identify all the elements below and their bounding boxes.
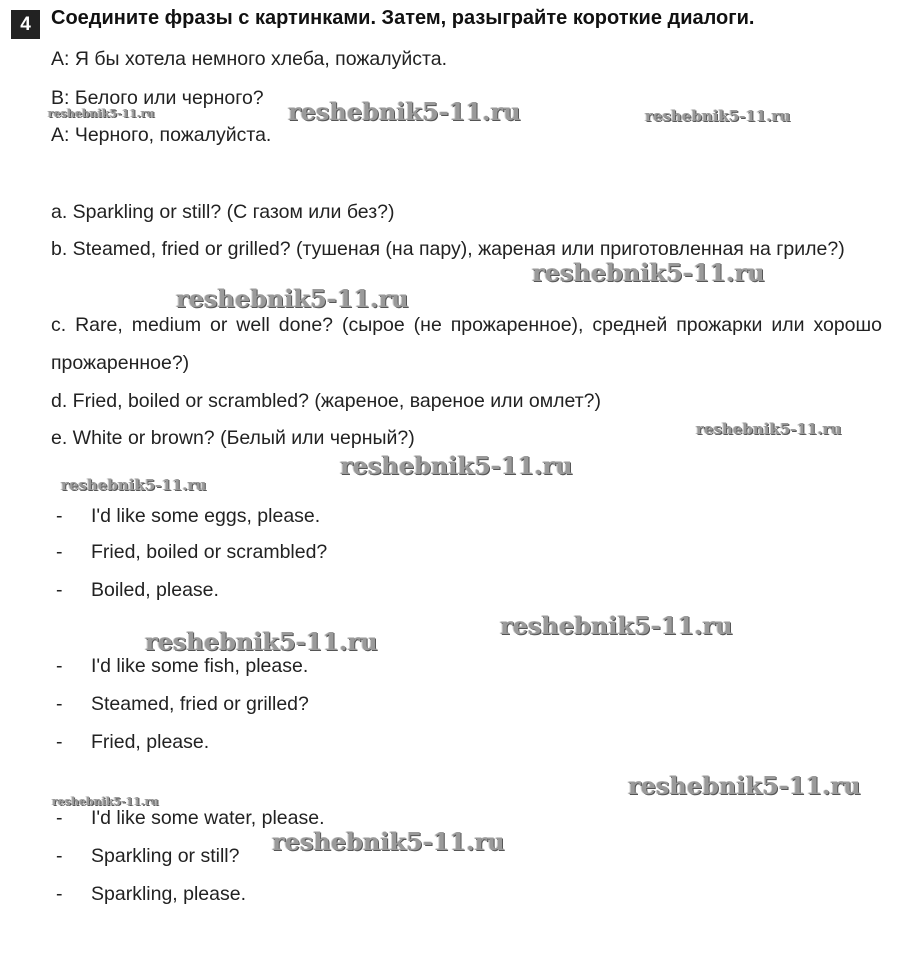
phrase-e: e. White or brown? (Белый или черный?): [51, 427, 415, 449]
dialogue-line: Sparkling, please.: [91, 883, 247, 905]
phrase-c: c. Rare, medium or well done? (сырое (не прожаренное), средней прожарки или хорошо прожаренное?): [51, 314, 882, 374]
dash-marker: -: [56, 693, 63, 715]
dash-marker: -: [56, 579, 63, 601]
watermark: reshebnik5-11.ru: [696, 420, 842, 438]
example-line: A: Я бы хотела немного хлеба, пожалуйста.: [51, 48, 447, 70]
watermark: reshebnik5-11.ru: [61, 476, 207, 494]
dash-marker: -: [56, 505, 63, 527]
dash-marker: -: [56, 883, 63, 905]
watermark: reshebnik5-11.ru: [48, 107, 155, 120]
dialogue-line: Boiled, please.: [91, 579, 219, 601]
watermark: reshebnik5-11.ru: [532, 258, 765, 287]
exercise-title: Соедините фразы с картинками. Затем, разыграйте короткие диалоги.: [51, 7, 755, 29]
dialogue-line: Fried, boiled or scrambled?: [91, 541, 328, 563]
dialogue-line: I'd like some eggs, please.: [91, 505, 321, 527]
dash-marker: -: [56, 845, 63, 867]
dash-marker: -: [56, 731, 63, 753]
watermark: reshebnik5-11.ru: [272, 827, 505, 856]
dash-marker: -: [56, 807, 63, 829]
watermark: reshebnik5-11.ru: [628, 771, 861, 800]
watermark: reshebnik5-11.ru: [176, 284, 409, 313]
dash-marker: -: [56, 541, 63, 563]
phrase-d: d. Fried, boiled or scrambled? (жареное, вареное или омлет?): [51, 390, 601, 412]
watermark: reshebnik5-11.ru: [288, 97, 521, 126]
example-line: A: Черного, пожалуйста.: [51, 124, 272, 146]
phrase-b: b. Steamed, fried or grilled? (тушеная (на пару), жареная или приготовленная на гриле?): [51, 238, 845, 260]
watermark: reshebnik5-11.ru: [145, 627, 378, 656]
phrase-a: a. Sparkling or still? (С газом или без?): [51, 201, 395, 223]
dialogue-line: Steamed, fried or grilled?: [91, 693, 309, 715]
dialogue-line: I'd like some water, please.: [91, 807, 325, 829]
dash-marker: -: [56, 655, 63, 677]
dialogue-line: Fried, please.: [91, 731, 210, 753]
dialogue-line: Sparkling or still?: [91, 845, 240, 867]
dialogue-line: I'd like some fish, please.: [91, 655, 309, 677]
watermark: reshebnik5-11.ru: [500, 611, 733, 640]
exercise-number: 4: [11, 10, 40, 39]
watermark: reshebnik5-11.ru: [340, 451, 573, 480]
watermark: reshebnik5-11.ru: [52, 795, 159, 808]
example-line: B: Белого или черного?: [51, 87, 264, 109]
watermark: reshebnik5-11.ru: [645, 107, 791, 125]
